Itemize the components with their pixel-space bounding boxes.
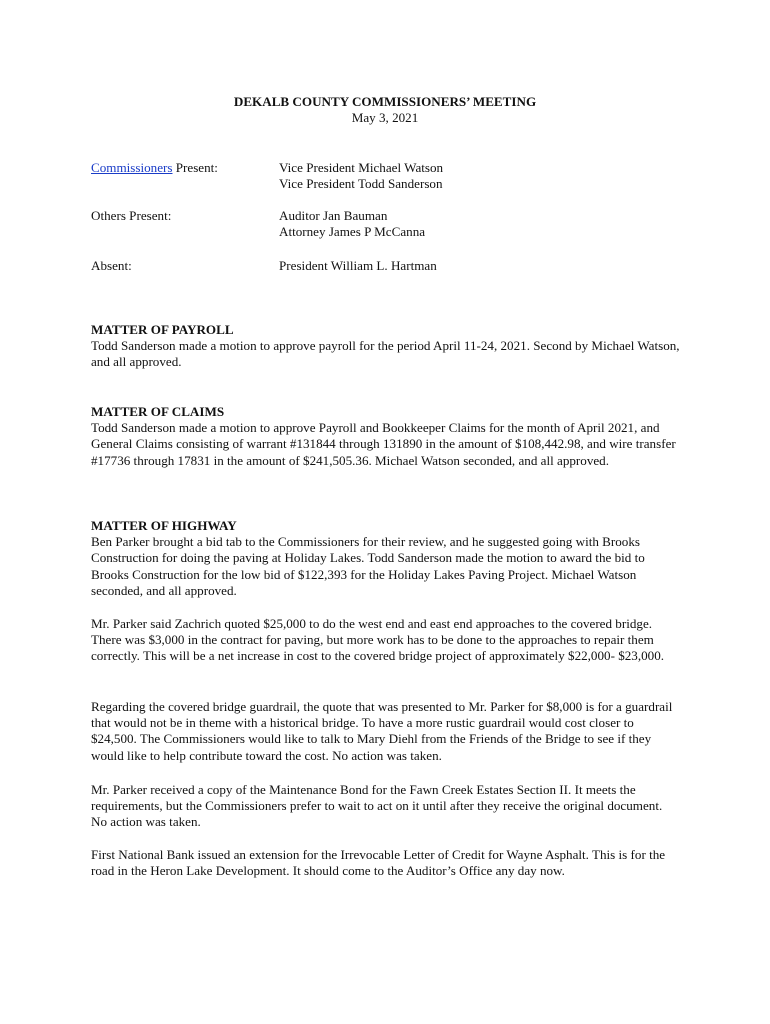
highway-section-paragraph-5 — [91, 847, 681, 879]
highway-heading: MATTER OF HIGHWAY — [91, 518, 237, 533]
highway-section-paragraph-3 — [91, 699, 681, 764]
commissioners-present-list — [279, 160, 443, 192]
others-present-list — [279, 208, 425, 240]
highway-paragraph: First National Bank issued an extension for the Irrevocable Letter of Credit for Wayne Asphalt. This is for the road in the Heron Lake Development. It should come to the Auditor’s Office any day now. — [91, 847, 666, 879]
claims-heading: MATTER OF CLAIMS — [91, 404, 225, 419]
highway-paragraph: Mr. Parker said Zachrich quoted $25,000 to do the west end and east end approaches to the covered bridge. There was $3,000 in the contract for paving, but more work has to be done to the approaches to repair them correctly. This will be a net increase in cost to the covered bridge project of approximately $22,000- $23,000. — [91, 616, 665, 664]
highway-paragraph: Mr. Parker received a copy of the Maintenance Bond for the Fawn Creek Estates Section II. It meets the requirements, but the Commissioners prefer to wait to act on it until after they receive the original document. No action was taken. — [91, 782, 663, 830]
highway-section-paragraph-2 — [91, 616, 681, 665]
other-present-item: Auditor Jan Bauman — [279, 208, 388, 223]
claims-section — [91, 404, 681, 469]
commissioners-present-suffix: Present: — [172, 160, 218, 175]
highway-paragraph: Ben Parker brought a bid tab to the Commissioners for their review, and he suggested going with Brooks Construction for doing the paving at Holiday Lakes. Todd Sanderson made the motion to award the bid to Brooks Construction for the low bid of $122,393 for the Holiday Lakes Paving Project. Michael Watson seconded, and all approved. — [91, 534, 645, 598]
payroll-section — [91, 322, 681, 371]
absent-label: Absent: — [91, 258, 132, 273]
commissioner-present-item: Vice President Todd Sanderson — [279, 176, 443, 192]
highway-section-paragraph-4 — [91, 782, 681, 831]
meeting-date: May 3, 2021 — [351, 110, 419, 125]
payroll-heading: MATTER OF PAYROLL — [91, 322, 234, 337]
meeting-title: DEKALB COUNTY COMMISSIONERS’ MEETING — [233, 94, 537, 109]
commissioner-present-item: Vice President Michael Watson — [279, 160, 444, 175]
others-present-label: Others Present: — [91, 208, 172, 223]
commissioners-link[interactable]: Commissioners — [91, 160, 173, 175]
commissioners-present-label — [91, 160, 218, 176]
highway-section — [91, 518, 681, 599]
absent-value: President William L. Hartman — [279, 258, 437, 273]
other-present-item: Attorney James P McCanna — [279, 224, 426, 240]
claims-body: Todd Sanderson made a motion to approve Payroll and Bookkeeper Claims for the month of April 2021, and General Claims consisting of warrant #131844 through 131890 in the amount of $108,442.98, and wire transfer #17736 through 17831 in the amount of $241,505.36. Michael Watson seconded, and all approved. — [91, 420, 676, 468]
payroll-body: Todd Sanderson made a motion to approve payroll for the period April 11-24, 2021. Second by Michael Watson, and all approved. — [91, 338, 680, 370]
highway-paragraph: Regarding the covered bridge guardrail, the quote that was presented to Mr. Parker for $8,000 is for a guardrail that would not be in theme with a historical bridge. To have a more rustic guardrail would cost closer to $24,500. The Commissioners would like to talk to Mary Diehl from the Friends of the Bridge to see if they would like to help contribute toward the cost. No action was taken. — [91, 699, 673, 763]
